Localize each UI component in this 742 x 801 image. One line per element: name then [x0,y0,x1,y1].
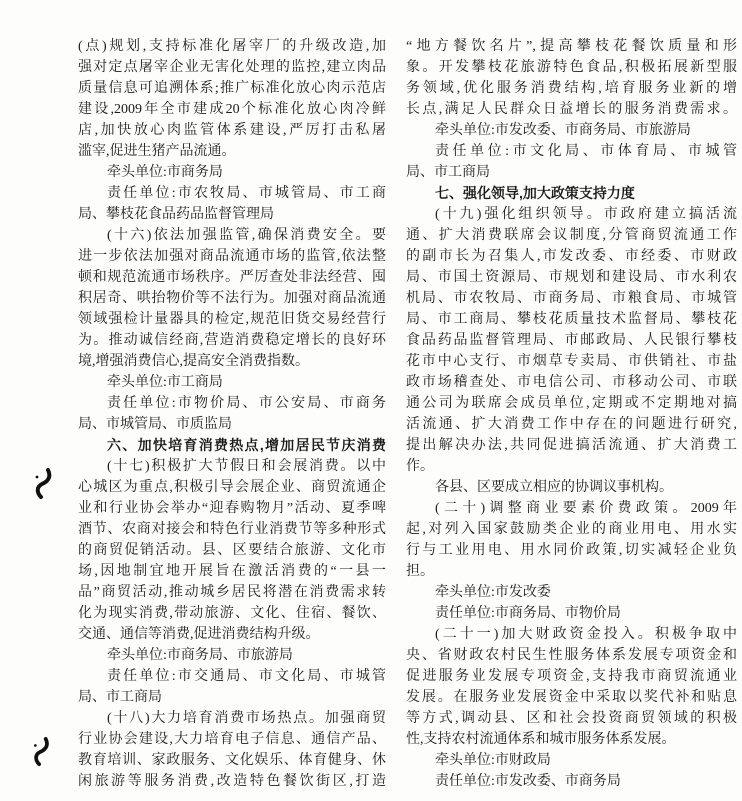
text-line: 提出解决办法,共同促进搞活流通、扩大消费工 [406,438,737,453]
text-line: “地方餐饮名片”,提高攀枝花餐饮质量和形 [406,39,737,54]
text-line: 牵头单位:市财政局 [435,753,551,768]
text-line: 牵头单位:市发改委 [435,585,551,600]
text-line: 责任单位:市文化局、市体育局、市城管 [435,144,737,159]
text-line: 为。推动诚信经商,营造消费稳定增长的良好环 [78,333,386,348]
text-line: 担。 [406,564,434,579]
text-line: 交通、通信等消费,促进消费结构升级。 [78,627,320,642]
text-line: 通、扩大消费联席会议制度,分管商贸流通工作 [406,228,737,243]
text-line: 责任单位:市发改委、市商务局 [435,774,621,789]
text-line: 境,增强消费信心,提高安全消费指数。 [78,354,309,369]
text-line: 牵头单位:市工商局 [107,375,223,390]
text-line: 牵头单位:市商务局、市旅游局 [107,648,293,663]
text-line: 局、市工商局、攀枝花质量技术监督局、攀枝花 [406,312,737,327]
text-line: 进一步依法加强对商品流通市场的监管,依法整 [78,249,386,264]
text-line: (二十)调整商业要素价费政策。2009年 [435,501,737,516]
text-line: 强对定点屠宰企业无害化处理的监控,建立肉品 [78,60,386,75]
text-line: 牵头单位:市商务局 [107,165,223,180]
text-line: 酒节、农商对接会和特色行业消费节等多种形式 [78,522,386,537]
text-line: (十七)积极扩大节假日和会展消费。以中 [107,459,386,474]
left-column [78,36,386,792]
text-line: (十六)依法加强监管,确保消费安全。要 [107,228,386,243]
text-line: (二十一)加大财政资金投入。积极争取中 [435,627,737,642]
text-line: 机局、市农牧局、市商务局、市粮食局、市城管 [406,291,737,306]
text-line: 顿和规范流通市场秩序。严厉查处非法经营、囤 [78,270,386,285]
text-line: 品”商贸活动,推动城乡居民将潜在消费需求转 [78,585,386,600]
text-line: 发展。在服务业发展资金中采取以奖代补和贴息 [406,690,737,705]
right-column [406,36,737,792]
text-line: 起,对列入国家鼓励类企业的商业用电、用水实 [406,522,737,537]
text-line: 质量信息可追溯体系;推广标准化放心肉示范店 [78,81,386,96]
text-line: 场,因地制宜地开展旨在激活消费的“一县一 [78,564,386,579]
text-line: 央、省财政农村民生性服务体系发展专项资金和 [406,648,737,663]
text-line: 的副市长为召集人,市发改委、市经委、市财政 [406,249,737,264]
text-line: 各县、区要成立相应的协调议事机构。 [435,480,673,495]
text-line: 等方式,调动县、区和社会投资商贸领域的积极 [406,711,737,726]
text-line: 局、市工商局 [78,690,162,705]
section-heading: 六、加快培育消费热点,增加居民节庆消费 [107,437,386,453]
text-line: (十九)强化组织领导。市政府建立搞活流 [435,207,737,222]
text-line: 食品药品监督管理局、市邮政局、人民银行攀枝 [406,333,737,348]
text-line: 闲旅游等服务消费,改造特色餐饮街区,打造 [78,774,386,789]
text-line: 的商贸促销活动。县、区要结合旅游、文化市 [78,543,386,558]
text-line: 局、市城管局、市质监局 [78,417,232,432]
text-line: 牵头单位:市发改委、市商务局、市旅游局 [435,123,691,138]
text-line: (十八)大力培育消费市场热点。加强商贸 [107,711,386,726]
text-line: 责任单位:市物价局、市公安局、市商务 [107,396,386,411]
text-line: 教育培训、家政服务、文化娱乐、体育健身、休 [78,753,386,768]
text-line: 店,加快放心肉监管体系建设,严厉打击私屠 [78,123,386,138]
text-line: 局、市国土资源局、市规划和建设局、市水利农 [406,270,737,285]
ink-smudge-icon [29,737,53,767]
text-line: 行业协会建设,大力培育电子信息、通信产品、 [78,732,386,747]
text-line: 建设,2009年全市建成20个标准化放心肉冷鲜 [78,102,386,117]
text-line: 政市场稽查处、市电信公司、市移动公司、市联 [406,375,737,390]
text-line: 促进服务业发展专项资金,支持我市商贸流通业 [406,669,737,684]
text-line: 象。开发攀枝花旅游特色食品,积极拓展新型服 [406,60,737,75]
text-line: 局、市工商局 [406,165,490,180]
ink-smudge-icon [31,468,55,500]
text-line: 积居奇、哄抬物价等不法行为。加强对商品流通 [78,291,386,306]
text-line: 通公司为联席会成员单位,定期或不定期地对搞 [406,396,737,411]
text-line: 化为现实消费,带动旅游、文化、住宿、餐饮、 [78,606,386,621]
text-line: 花市中心支行、市烟草专卖局、市供销社、市盐 [406,354,737,369]
text-line: 局、攀枝花食品药品监督管理局 [78,207,274,222]
text-line: 行与工业用电、用水同价政策,切实减轻企业负 [406,543,737,558]
text-line: 长点,满足人民群众日益增长的服务消费需求。 [406,102,737,117]
text-line: 作。 [406,459,434,474]
text-line: 责任单位:市商务局、市物价局 [435,606,621,621]
text-line: 业和行业协会举办“迎春购物月”活动、夏季啤 [78,501,386,516]
section-heading: 七、强化领导,加大政策支持力度 [435,185,635,201]
text-line: 领域强检计量器具的检定,规范旧货交易经营行 [78,312,386,327]
text-line: 责任单位:市交通局、市文化局、市城管 [107,669,386,684]
text-line: 活流通、扩大消费工作中存在的问题进行研究, [406,417,737,432]
text-line: (点)规划,支持标准化屠宰厂的升级改造,加 [78,39,386,54]
text-line: 滥宰,促进生猪产品流通。 [78,144,236,159]
text-line: 性,支持农村流通体系和城市服务体系发展。 [406,732,676,747]
text-line: 责任单位:市农牧局、市城管局、市工商 [107,186,386,201]
text-line: 心城区为重点,积极引导会展企业、商贸流通企 [78,480,386,495]
text-line: 务领域,优化服务消费结构,培育服务业新的增 [406,81,737,96]
